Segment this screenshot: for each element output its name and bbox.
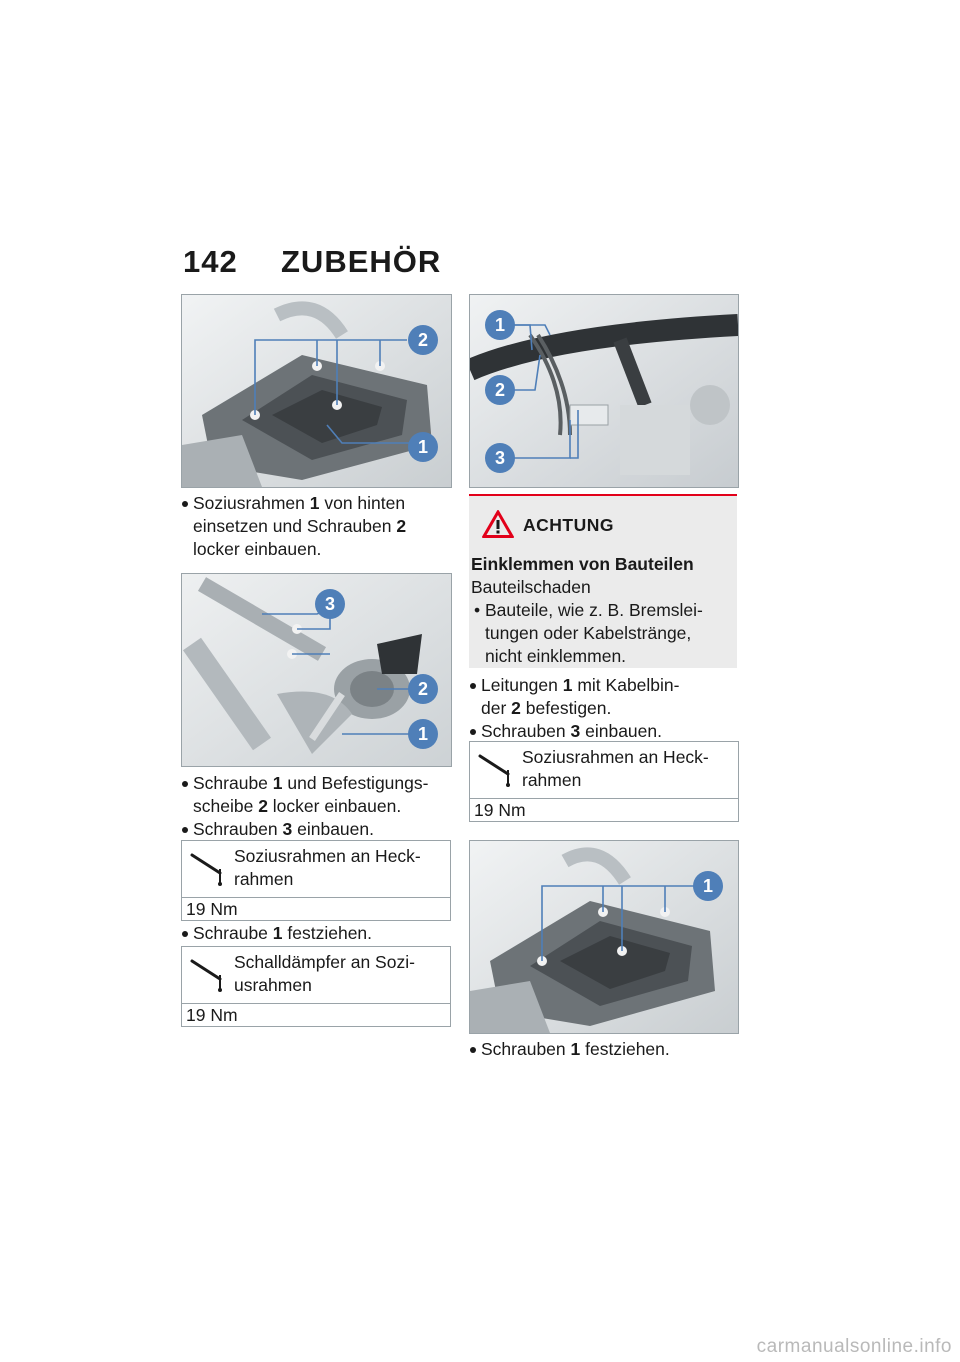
torque-spec-muffler: Schalldämpfer an Sozi- usrahmen 19 Nm [181,946,451,1027]
warning-triangle-icon [481,509,515,539]
torque-value: 19 Nm [186,1005,238,1025]
page-number: 142 [183,244,238,279]
step-tighten-screws: Schrauben 1 festziehen. [469,1038,744,1061]
callout-1: 1 [417,724,429,744]
photo-muffler-screws [181,573,452,767]
callout-3: 3 [494,448,506,468]
step-insert-frame: Soziusrahmen 1 von hinten einsetzen und Schrauben 2 locker einbauen. [181,492,456,561]
warning-box [469,494,737,668]
torque-wrench-icon [478,752,518,788]
callout-3: 3 [324,594,336,614]
torque-wrench-icon [190,851,230,887]
torque-spec-frame: Soziusrahmen an Heck- rahmen 19 Nm [469,741,739,822]
warning-item: • Bauteile, wie z. B. Bremslei- tungen oder Kabelstränge, nicht einklemmen. [474,600,703,666]
photo-seat-frame-screws [181,294,452,488]
warning-subheading: Bauteilschaden [471,577,591,597]
watermark: carmanualsonline.info [756,1336,952,1357]
step-install-screws-3: Schrauben 3 einbauen. [469,720,744,743]
callout-2: 2 [494,380,506,400]
step-install-screws-3: Schrauben 3 einbauen. [181,818,456,841]
step-fasten-cables: Leitungen 1 mit Kabelbin- der 2 befestigen. Schrauben 3 einbauen. [469,674,744,743]
section-title: ZUBEHÖR [281,244,442,279]
callout-1: 1 [702,876,714,896]
photo-cable-routing [469,294,739,488]
photo-tighten-frame-screws [469,840,739,1034]
torque-value: 19 Nm [186,899,238,919]
step-tighten-screw: Schraube 1 festziehen. [181,922,456,945]
step-install-screw-washer: Schraube 1 und Befestigungs- scheibe 2 locker einbauen. Schrauben 3 einbauen. [181,772,456,841]
page-header [183,244,441,280]
torque-wrench-icon [190,957,230,993]
torque-spec-frame: Soziusrahmen an Heck- rahmen 19 Nm [181,840,451,921]
callout-2: 2 [417,679,429,699]
callout-1: 1 [417,437,429,457]
warning-heading: Einklemmen von Bauteilen [471,554,694,574]
callout-1: 1 [494,315,506,335]
warning-title: ACHTUNG [523,515,614,535]
torque-value: 19 Nm [474,800,526,820]
callout-2: 2 [417,330,429,350]
